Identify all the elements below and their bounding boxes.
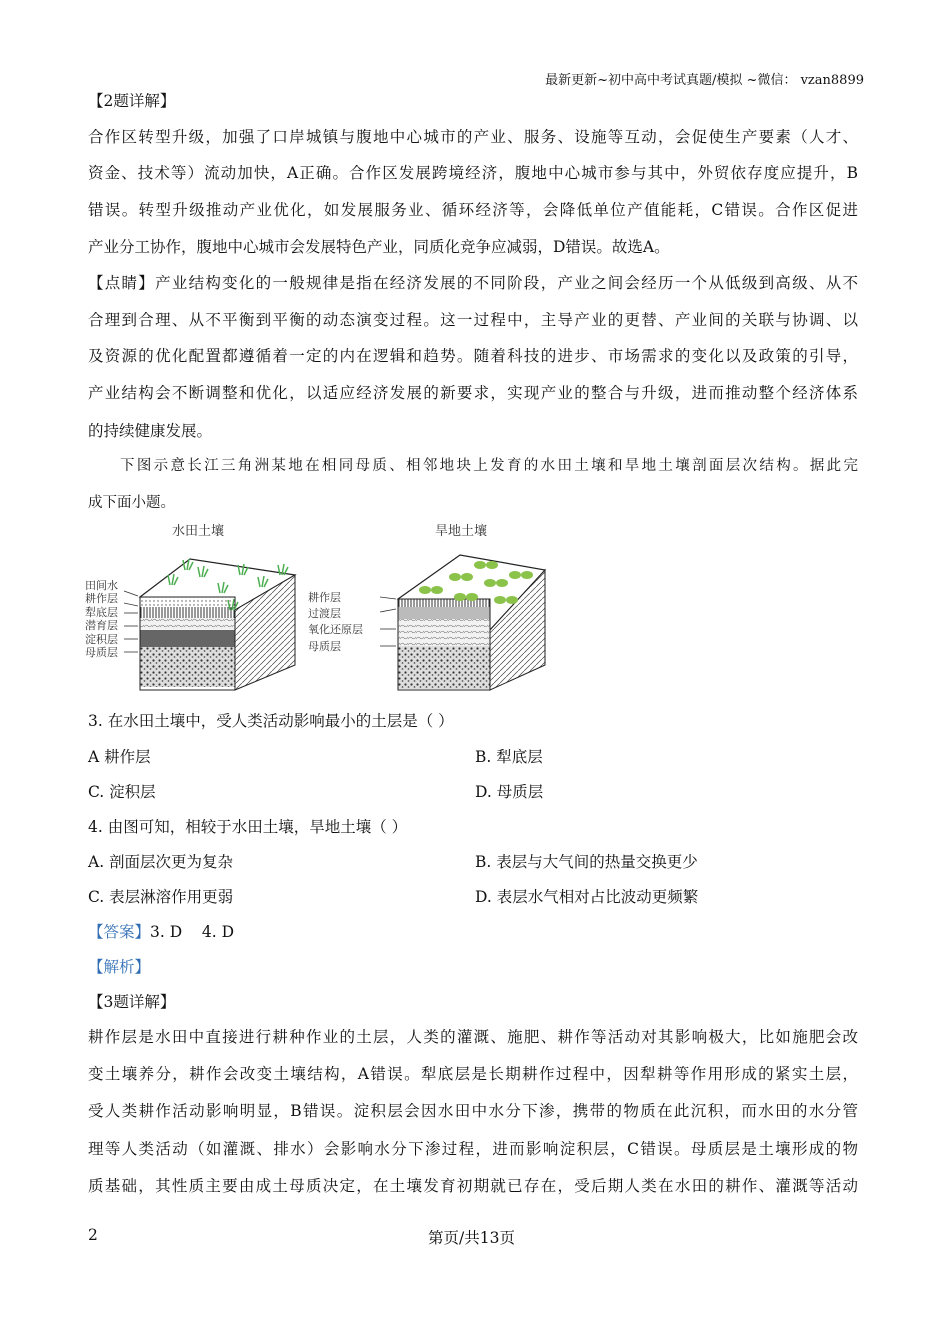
q3-line: 变土壤养分，耕作会改变土壤结构，A错误。犁底层是长期耕作过程中，因犁耕等作用形成的紧实土层， [88,1065,858,1083]
q2-heading: 【2题详解】 [88,92,176,110]
q3-option-a: A 耕作层 [88,748,151,766]
q4-option-c: C. 表层淋溶作用更弱 [88,888,234,906]
q3-line: 理等人类活动（如灌溉、排水）会影响水分下渗过程，进而影响淀积层，C错误。母质层是土壤形成的物 [88,1140,858,1158]
dry-layer-label: 母质层 [308,640,341,653]
tip-line: 合理到合理、从不平衡到平衡的动态演变过程。这一过程中，主导产业的更替、产业间的关联与协调、以 [88,311,858,329]
tip-line: 的持续健康发展。 [88,422,213,440]
q2-line: 产业分工协作，腹地中心城市会发展特色产业，同质化竞争应减弱，D错误。故选A。 [88,238,670,256]
dryland-soil-block [308,523,545,690]
answer-value: 3. D 4. D [150,923,235,941]
q3-option-b: B. 犁底层 [475,748,543,766]
q4-option-a: A. 剖面层次更为复杂 [88,853,234,871]
analysis-label: 【解析】 [88,958,151,976]
q2-line: 资金、技术等）流动加快，A正确。合作区发展跨境经济，腹地中心城市参与其中，外贸依存度应提升，B [88,164,858,182]
dry-title: 旱地土壤 [435,524,488,539]
q3-heading: 【3题详解】 [88,993,176,1011]
question-4-stem: 4. 由图可知，相较于水田土壤，旱地土壤（ ） [88,818,408,836]
watermark-header: 最新更新~初中高中考试真题/模拟 ~微信： vzan8899 [545,73,864,88]
dry-layer-label: 过渡层 [308,607,341,620]
answer-label: 【答案】 [88,923,151,941]
page-number: 2 [88,1226,98,1244]
q4-option-b: B. 表层与大气间的热量交换更少 [475,853,698,871]
tip-line: 产业结构会不断调整和优化，以适应经济发展的新要求，实现产业的整合与升级，进而推动整个经济体系 [88,384,858,402]
paddy-layer-label: 犁底层 [85,606,118,619]
tip-line: 及资源的优化配置都遵循着一定的内在逻辑和趋势。随着科技的进步、市场需求的变化以及政策的引导， [88,347,858,365]
q3-line: 质基础，其性质主要由成土母质决定，在土壤发育初期就已存在，受后期人类在水田的耕作、灌溉等活动 [88,1177,858,1195]
dry-layer-label: 耕作层 [308,591,341,604]
q2-line: 错误。转型升级推动产业优化，如发展服务业、循环经济等，会降低单位产值能耗，C错误。合作区促进 [88,201,858,219]
answer-line [88,922,858,942]
paddy-layer-label: 母质层 [85,646,118,659]
page-info: 第页/共13页 [428,1229,515,1247]
q3-option-c: C. 淀积层 [88,783,156,801]
soil-profile-diagram [80,515,560,695]
question-3-stem: 3. 在水田土壤中，受人类活动影响最小的土层是（ ） [88,712,454,730]
paddy-soil-block [85,523,295,690]
dry-layer-label: 氧化还原层 [308,623,363,636]
paddy-layer-label: 耕作层 [85,592,118,605]
paddy-layer-label: 田间水 [85,579,118,592]
tip-line: 【点睛】产业结构变化的一般规律是指在经济发展的不同阶段，产业之间会经历一个从低级到高级、从不 [88,274,858,292]
q3-option-d: D. 母质层 [475,783,544,801]
q3-line: 耕作层是水田中直接进行耕种作业的土层，人类的灌溉、施肥、耕作等活动对其影响极大，比如施肥会改 [88,1028,858,1046]
paddy-layer-label: 潜育层 [85,619,118,632]
q3-line: 受人类耕作活动影响明显，B错误。淀积层会因水田中水分下渗，携带的物质在此沉积，而水田的水分管 [88,1102,858,1120]
intro-line: 成下面小题。 [88,495,175,511]
q2-line: 合作区转型升级，加强了口岸城镇与腹地中心城市的产业、服务、设施等互动，会促使生产要素（人才、 [88,128,858,146]
intro-line: 下图示意长江三角洲某地在相同母质、相邻地块上发育的水田土壤和旱地土壤剖面层次结构。据此完 [120,458,858,474]
paddy-title: 水田土壤 [172,524,225,539]
q4-option-d: D. 表层水气相对占比波动更频繁 [475,888,699,906]
paddy-layer-label: 淀积层 [85,633,118,646]
